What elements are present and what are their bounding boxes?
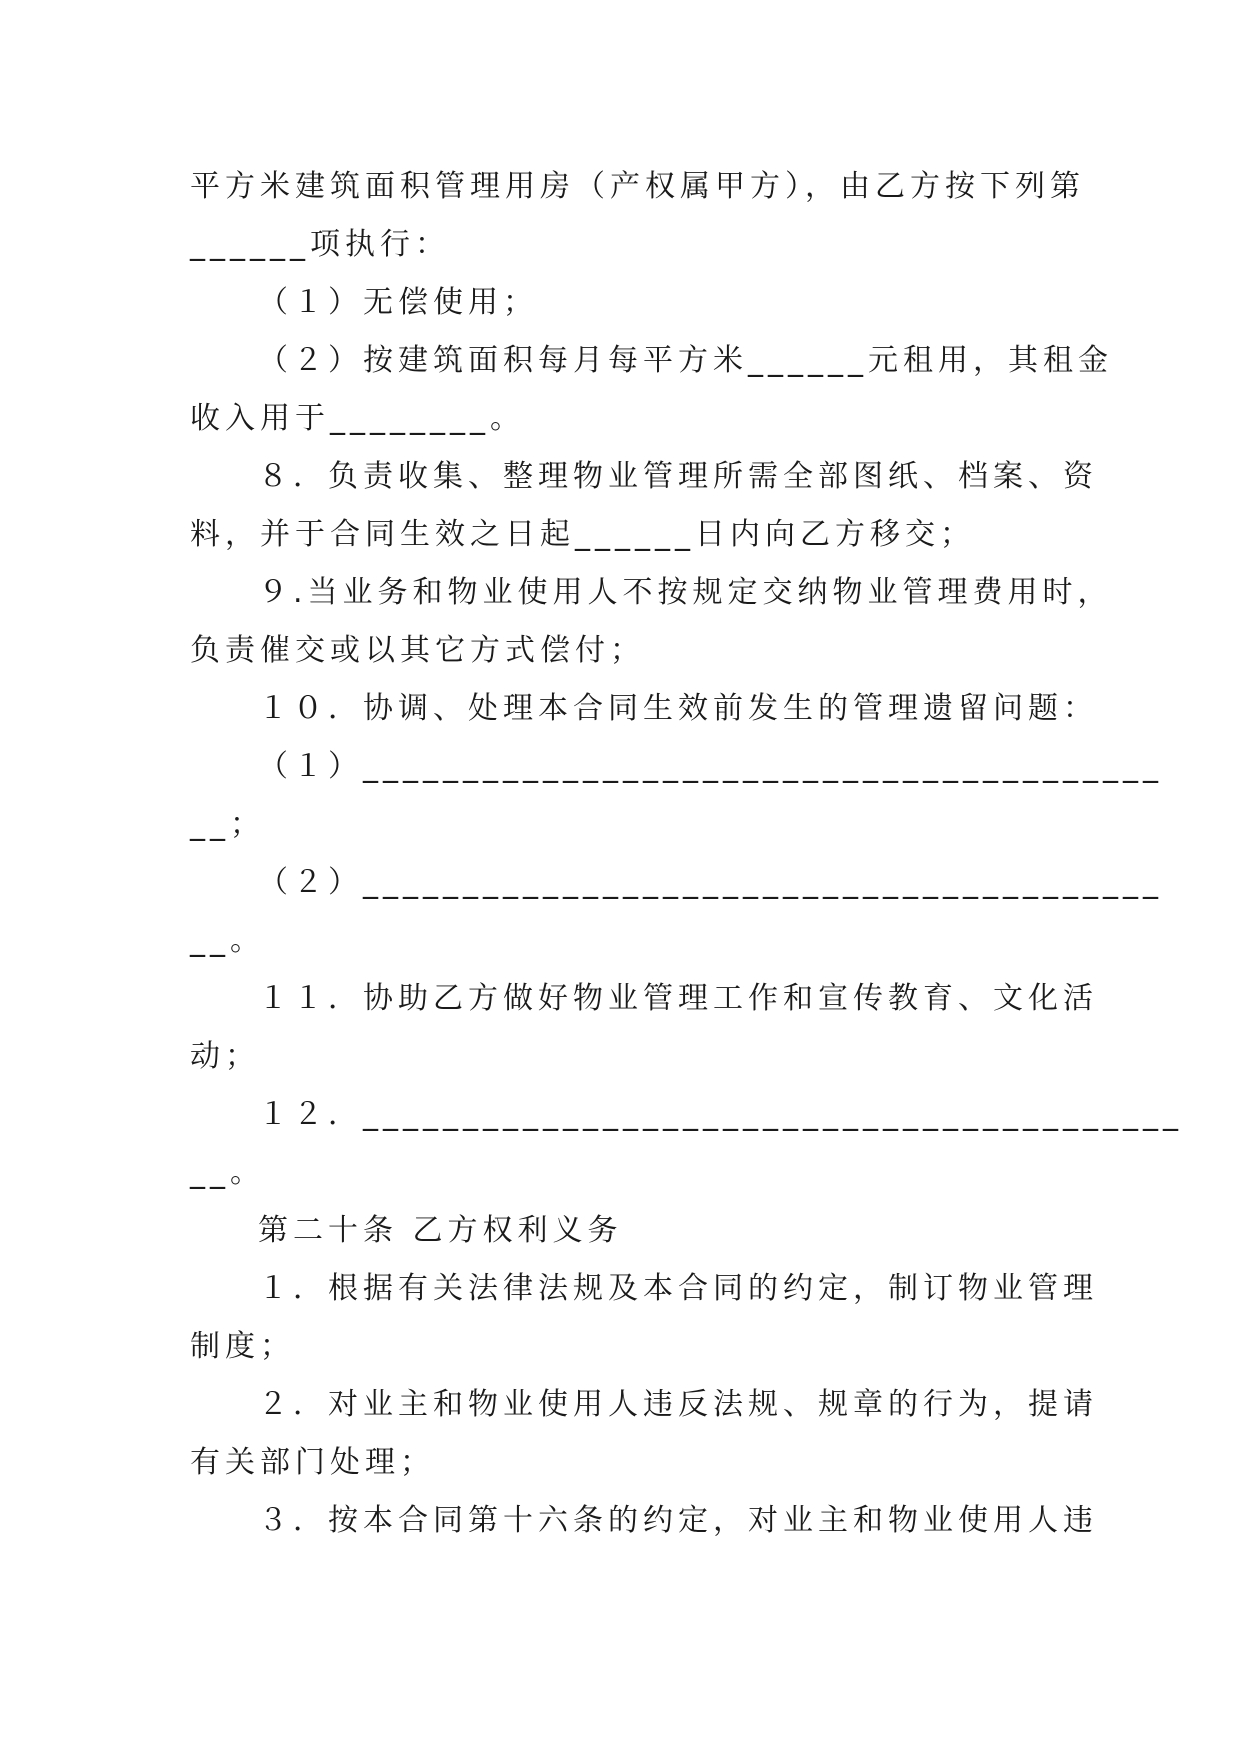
document-line: 收入用于________。 [190, 401, 525, 436]
document-line: １．根据有关法律法规及本合同的约定，制订物业管理 [258, 1271, 1098, 1306]
document-line: 第二十条 乙方权利义务 [258, 1213, 623, 1248]
document-line: 平方米建筑面积管理用房（产权属甲方），由乙方按下列第 [190, 169, 1085, 204]
document-line: ３．按本合同第十六条的约定，对业主和物业使用人违 [258, 1503, 1098, 1538]
document-line: １０．协调、处理本合同生效前发生的管理遗留问题： [258, 691, 1098, 726]
document-line: １２．_________________________________________ [258, 1097, 1183, 1132]
document-line: ______项执行： [190, 227, 450, 262]
document-line: （２）________________________________________ [258, 865, 1163, 900]
document-line: __； [190, 807, 265, 842]
document-line: __。 [190, 923, 265, 958]
document-line: （１）________________________________________ [258, 749, 1163, 784]
document-line: 有关部门处理； [190, 1445, 435, 1480]
document-line: 制度； [190, 1329, 295, 1364]
document-line: １１．协助乙方做好物业管理工作和宣传教育、文化活 [258, 981, 1098, 1016]
document-body [190, 158, 1183, 1550]
document-line: ２．对业主和物业使用人违反法规、规章的行为，提请 [258, 1387, 1098, 1422]
document-line: ９.当业务和物业使用人不按规定交纳物业管理费用时， [258, 575, 1113, 610]
document-line: （２）按建筑面积每月每平方米______元租用，其租金 [258, 343, 1113, 378]
document-line: 动； [190, 1039, 260, 1074]
document-line: ８．负责收集、整理物业管理所需全部图纸、档案、资 [258, 459, 1098, 494]
document-line: 负责催交或以其它方式偿付； [190, 633, 645, 668]
document-line: 料，并于合同生效之日起______日内向乙方移交； [190, 517, 975, 552]
document-line: __。 [190, 1155, 265, 1190]
document-line: （１）无偿使用； [258, 285, 538, 320]
